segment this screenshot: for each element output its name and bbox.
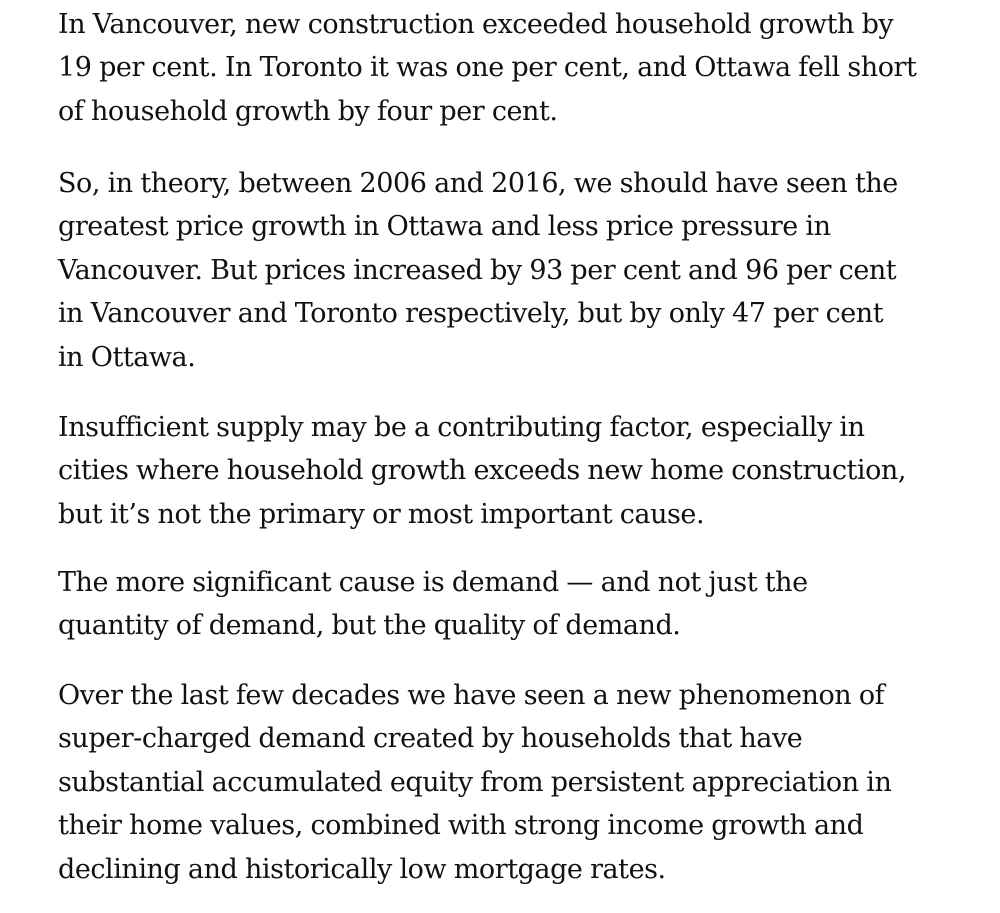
paragraph-line: substantial accumulated equity from persistent appreciation in	[58, 766, 892, 798]
paragraph-line: Vancouver. But prices increased by 93 per cent and 96 per cent	[58, 254, 897, 286]
paragraph-line: of household growth by four per cent.	[58, 95, 558, 127]
paragraph-5	[58, 674, 958, 891]
paragraph-line: greatest price growth in Ottawa and less price pressure in	[58, 211, 831, 243]
paragraph-line: Insufficient supply may be a contributing factor, especially in	[58, 412, 865, 443]
paragraph-1	[58, 3, 958, 133]
paragraph-line: super-charged demand created by households that have	[58, 723, 803, 755]
paragraph-line: declining and historically low mortgage rates.	[58, 853, 666, 885]
paragraph-line: In Vancouver, new construction exceeded household growth by	[58, 9, 894, 40]
paragraph-line: Over the last few decades we have seen a new phenomenon of	[58, 680, 885, 711]
paragraph-line: but it’s not the primary or most important cause.	[58, 498, 705, 530]
paragraph-3	[58, 406, 958, 536]
paragraph-line: The more significant cause is demand — and not just the	[58, 567, 808, 598]
paragraph-line: quantity of demand, but the quality of demand.	[58, 610, 681, 642]
paragraph-line: in Vancouver and Toronto respectively, but by only 47 per cent	[58, 298, 884, 330]
paragraph-2	[58, 162, 958, 379]
paragraph-line: their home values, combined with strong income growth and	[58, 810, 864, 842]
paragraph-line: cities where household growth exceeds new home construction,	[58, 455, 906, 487]
paragraph-line: So, in theory, between 2006 and 2016, we should have seen the	[58, 168, 898, 199]
paragraph-line: in Ottawa.	[58, 341, 196, 373]
paragraph-4	[58, 561, 958, 648]
paragraph-line: 19 per cent. In Toronto it was one per cent, and Ottawa fell short	[58, 52, 917, 84]
